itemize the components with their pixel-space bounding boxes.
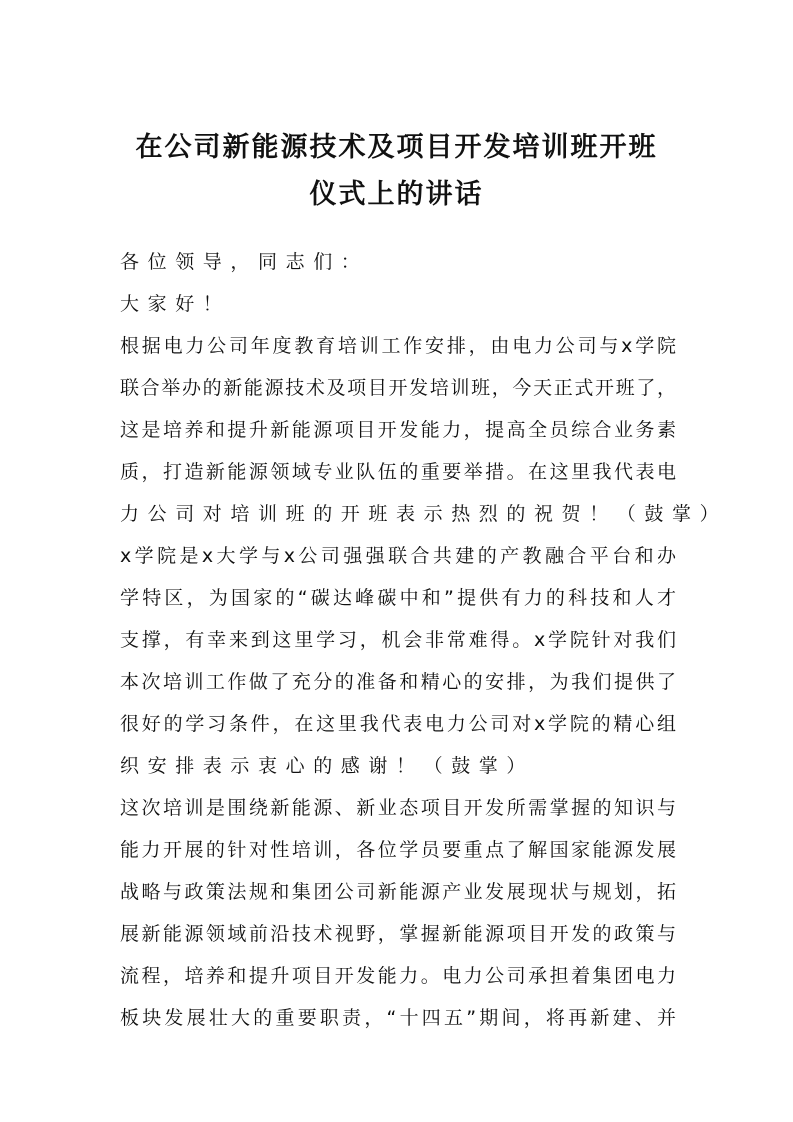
paragraph <box>120 787 676 1039</box>
paragraph-line: 这是培养和提升新能源项目开发能力，提高全员综合业务素 <box>120 419 676 441</box>
paragraph <box>120 325 728 535</box>
paragraph <box>120 241 676 283</box>
paragraph-line: 学特区，为国家的“碳达峰碳中和”提供有力的科技和人才 <box>120 587 676 609</box>
paragraph-line: 质，打造新能源领域专业队伍的重要举措。在这里我代表电 <box>120 461 676 483</box>
paragraph-line: 根据电力公司年度教育培训工作安排，由电力公司与x学院 <box>120 335 676 357</box>
paragraph-line: 很好的学习条件，在这里我代表电力公司对x学院的精心组 <box>120 713 676 735</box>
paragraph-line: 展新能源领域前沿技术视野，掌握新能源项目开发的政策与 <box>120 923 676 945</box>
paragraph-line: 本次培训工作做了充分的准备和精心的安排，为我们提供了 <box>120 671 676 693</box>
paragraph-line: 大家好！ <box>120 293 231 315</box>
paragraph-line: 战略与政策法规和集团公司新能源产业发展现状与规划，拓 <box>120 881 676 903</box>
paragraph-line: 织安排表示衷心的感谢！（鼓掌） <box>120 755 535 777</box>
paragraph-line: 流程，培养和提升项目开发能力。电力公司承担着集团电力 <box>120 965 676 987</box>
paragraph-line: 支撑，有幸来到这里学习，机会非常难得。x学院针对我们 <box>120 629 676 651</box>
paragraph <box>120 283 676 325</box>
paragraph-line: 这次培训是围绕新能源、新业态项目开发所需掌握的知识与 <box>120 797 676 819</box>
paragraph-line: 力公司对培训班的开班表示热烈的祝贺！（鼓掌） <box>120 503 728 525</box>
paragraph <box>120 535 676 787</box>
paragraph-line: 能力开展的针对性培训，各位学员要重点了解国家能源发展 <box>120 839 676 861</box>
paragraph-line: 板块发展壮大的重要职责，“十四五”期间，将再新建、并 <box>120 1007 676 1029</box>
paragraph-line: x学院是x大学与x公司强强联合共建的产教融合平台和办 <box>120 545 676 567</box>
paragraph-line: 联合举办的新能源技术及项目开发培训班，今天正式开班了， <box>120 377 676 399</box>
document-body <box>120 241 728 1039</box>
document-title-line-1: 在公司新能源技术及项目开发培训班开班 <box>135 132 658 163</box>
paragraph-line: 各位领导，同志们： <box>120 251 369 273</box>
document-title-line-2: 仪式上的讲话 <box>309 179 484 210</box>
